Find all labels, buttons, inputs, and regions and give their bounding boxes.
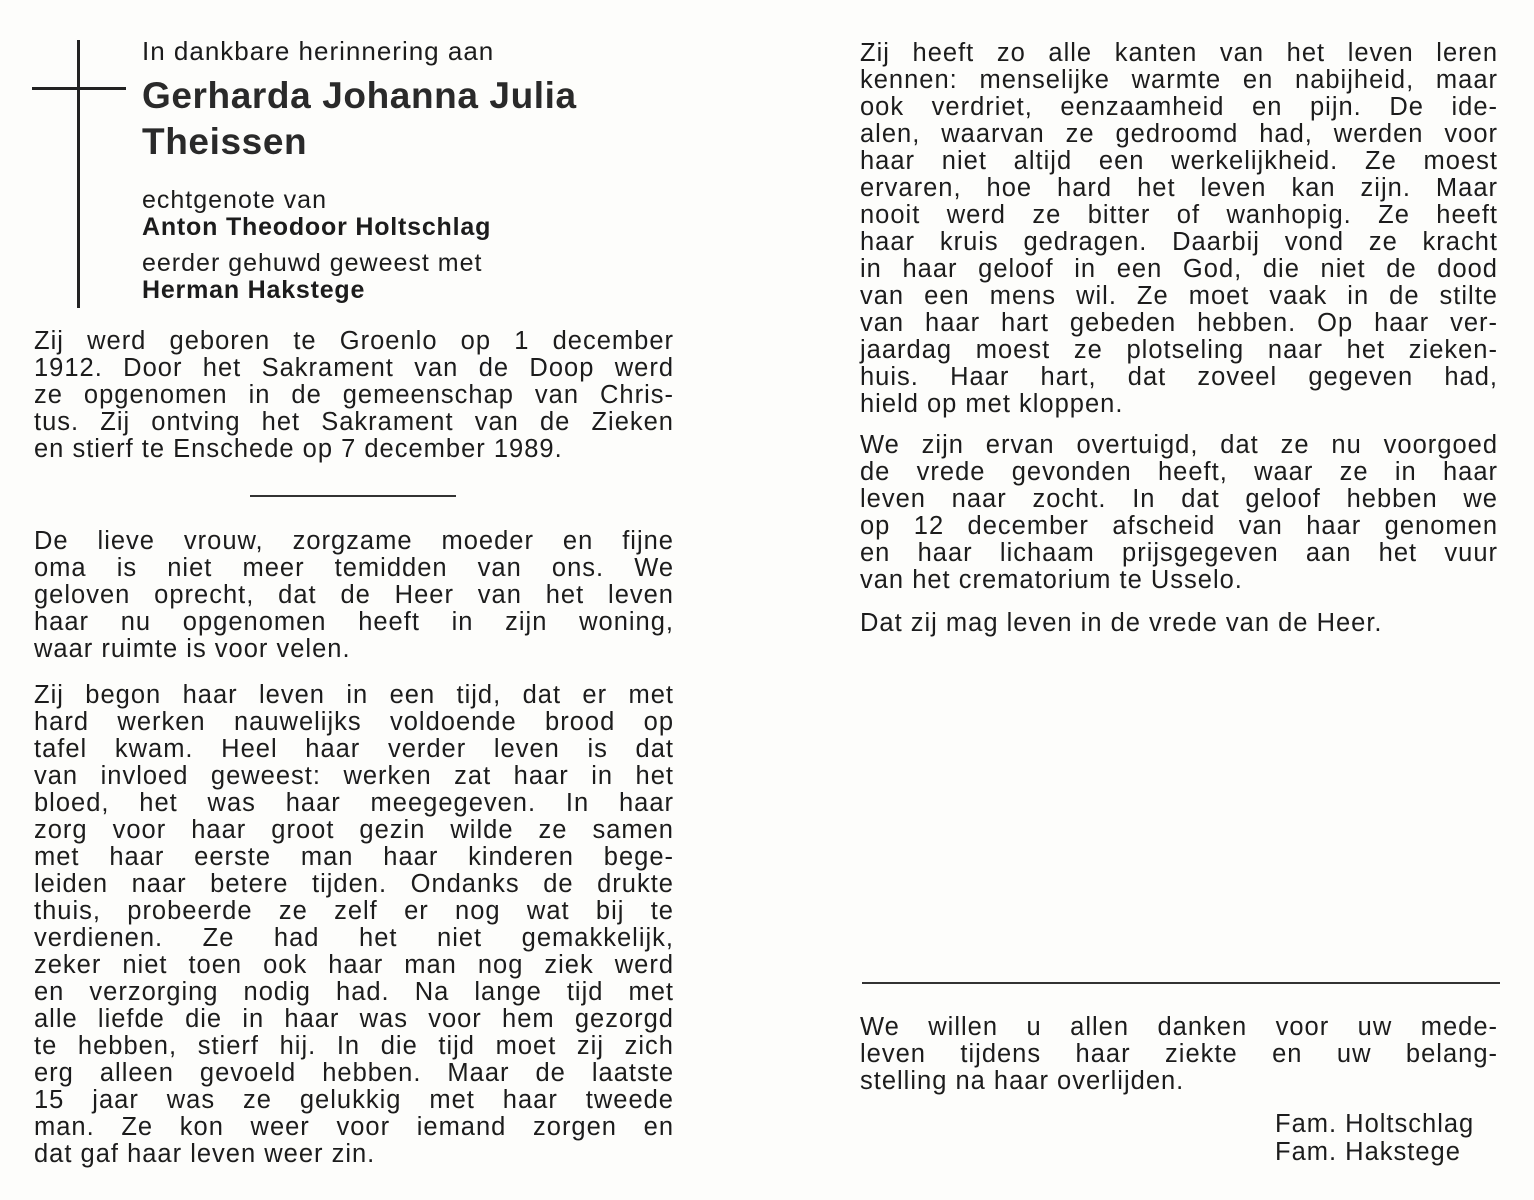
text-line: huis. Haar hart, dat zoveel gegeven had, [860,363,1498,391]
text-line: kennen: menselijke warmte en nabijheid, maar [860,66,1498,94]
thanks-paragraph [860,1014,1498,1095]
faith-paragraph [860,432,1498,594]
divider [250,495,456,497]
spouse-name: Anton Theodoor Holtschlag [142,213,492,241]
text-line: bloed, het was haar meegegeven. In haar [34,789,674,817]
text-line: Zij begon haar leven in een tijd, dat er met [34,681,674,709]
text-line: op 12 december afscheid van haar genomen [860,512,1498,540]
birth-paragraph [34,328,674,463]
text-line: in haar geloof in een God, die niet de dood [860,255,1498,283]
header [142,34,682,304]
text-line: met haar eerste man haar kinderen bege- [34,843,674,871]
text-line: ervaren, hoe hard het leven kan zijn. Maar [860,174,1498,202]
blessing-paragraph [860,610,1498,637]
signature-line: Fam. Hakstege [1275,1138,1461,1166]
text-line: en verzorging nodig had. Na lange tijd met [34,978,674,1006]
text-line: tafel kwam. Heel haar verder leven is dat [34,735,674,763]
text-line: geloven oprecht, dat de Heer van het leven [34,581,674,609]
text-line: Dat zij mag leven in de vrede van de Heer. [860,609,1383,637]
spouse-label: echtgenote van [142,186,327,214]
reflection-paragraph [860,40,1498,418]
text-line: hard werken nauwelijks voldoende brood op [34,708,674,736]
text-line: leven naar zocht. In dat geloof hebben we [860,485,1498,513]
text-line: van een mens wil. Ze moet vaak in de stilte [860,282,1498,310]
text-line: hield op met kloppen. [860,390,1124,418]
name-line-2: Theissen [142,121,308,162]
deceased-name [142,73,682,165]
text-line: leiden naar betere tijden. Ondanks de drukte [34,870,674,898]
text-line: man. Ze kon weer voor iemand zorgen en [34,1113,674,1141]
text-line: dat gaf haar leven weer zin. [34,1140,376,1168]
text-line: erg alleen gevoeld hebben. Maar de laatste [34,1059,674,1087]
text-line: haar nu opgenomen heeft in zijn woning, [34,608,674,636]
text-line: haar kruis gedragen. Daarbij vond ze kracht [860,228,1498,256]
text-line: 15 jaar was ze gelukkig met haar tweede [34,1086,674,1114]
text-line: van het crematorium te Usselo. [860,566,1243,594]
intro-paragraph [34,528,674,663]
text-line: zorg voor haar groot gezin wilde ze samen [34,816,674,844]
text-line: tus. Zij ontving het Sakrament van de Zieken [34,408,674,436]
text-line: We willen u allen danken voor uw mede- [860,1013,1498,1041]
text-line: Zij heeft zo alle kanten van het leven leren [860,39,1498,67]
text-line: stelling na haar overlijden. [860,1067,1185,1095]
text-line: De lieve vrouw, zorgzame moeder en fijne [34,527,674,555]
family-signature [1275,1110,1474,1166]
signature-line: Fam. Holtschlag [1275,1110,1475,1138]
text-line: We zijn ervan overtuigd, dat ze nu voorgoed [860,431,1498,459]
text-line: leven tijdens haar ziekte en uw belang- [860,1040,1498,1068]
text-line: verdienen. Ze had het niet gemakkelijk, [34,924,674,952]
text-line: zeker niet toen ook haar man nog ziek werd [34,951,674,979]
text-line: en stierf te Enschede op 7 december 1989. [34,435,563,463]
text-line: de vrede gevonden heeft, waar ze in haar [860,458,1498,486]
text-line: jaardag moest ze plotseling naar het zieken- [860,336,1498,364]
text-line: alle liefde die in haar was voor hem gezorgd [34,1005,674,1033]
text-line: haar niet altijd een werkelijkheid. Ze moest [860,147,1498,175]
life-paragraph [34,682,674,1168]
text-line: van haar hart gebeden hebben. Op haar ver- [860,309,1498,337]
text-line: thuis, probeerde ze zelf er nog wat bij te [34,897,674,925]
text-line: oma is niet meer temidden van ons. We [34,554,674,582]
text-line: en haar lichaam prijsgegeven aan het vuur [860,539,1498,567]
former-spouse-label: eerder gehuwd geweest met [142,249,483,277]
text-line: alen, waarvan ze gedroomd had, werden voor [860,120,1498,148]
text-line: van invloed geweest: werken zat haar in het [34,762,674,790]
text-line: ook verdriet, eenzaamheid en pijn. De ide- [860,93,1498,121]
intro-text: In dankbare herinnering aan [142,36,495,66]
text-line: waar ruimte is voor velen. [34,635,351,663]
text-line: 1912. Door het Sakrament van de Doop werd [34,354,674,382]
former-spouse-name: Herman Hakstege [142,276,366,304]
cross-icon-bar [32,87,126,90]
cross-icon [77,40,80,308]
text-line: ze opgenomen in de gemeenschap van Chris- [34,381,674,409]
text-line: nooit werd ze bitter of wanhopig. Ze heeft [860,201,1498,229]
name-line-1: Gerharda Johanna Julia [142,75,577,116]
text-line: te hebben, stierf hij. In die tijd moet zij zich [34,1032,674,1060]
text-line: Zij werd geboren te Groenlo op 1 december [34,327,674,355]
divider [862,982,1500,984]
